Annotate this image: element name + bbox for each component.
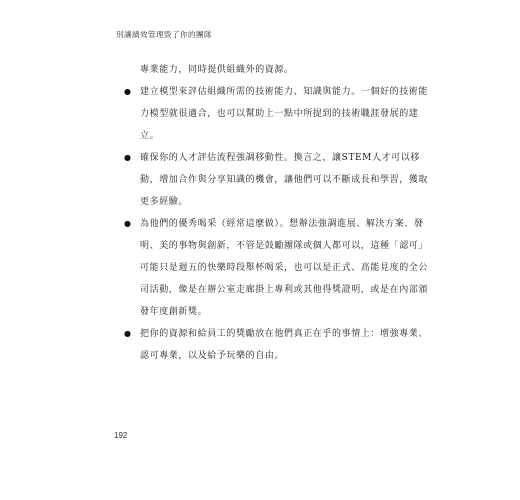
bullet-item bbox=[124, 213, 429, 323]
text-line: 更多經驗。 bbox=[140, 197, 189, 207]
text-line: 立。 bbox=[140, 131, 160, 141]
text-line: 認可專業，以及給予玩樂的自由。 bbox=[140, 351, 285, 361]
text-line: 發年度創新獎。 bbox=[140, 307, 208, 317]
bullet-icon: ● bbox=[124, 87, 132, 96]
text-line: 明、美的事物與創新，不管是鼓勵團隊或個人都可以，這種「認可」 bbox=[140, 241, 429, 251]
text-line: 確保你的人才評估流程強調移動性。換言之，讓STEM人才可以移 bbox=[140, 153, 420, 163]
text-line: 把你的資源和給員工的獎勵放在他們真正在乎的事情上：增強專業、 bbox=[140, 329, 429, 339]
bullet-text bbox=[140, 81, 428, 147]
bullet-item bbox=[124, 147, 429, 213]
bullet-text bbox=[140, 147, 428, 213]
bullet-text bbox=[140, 323, 428, 367]
text-line: 司活動，像是在辦公室走廊掛上專利或其他得獎證明，或是在內部頒 bbox=[140, 285, 429, 295]
bullet-item bbox=[124, 323, 429, 367]
bullet-text bbox=[140, 213, 428, 323]
bullet-icon: ● bbox=[124, 329, 132, 338]
continuation-paragraph: 專業能力，同時提供組織外的資源。 bbox=[140, 65, 294, 75]
text-line: 為他們的優秀喝采（經常這麼做）。想辦法強調進展、解決方案、發 bbox=[140, 219, 424, 229]
text-line: 可能只是週五的快樂時段舉杯喝采，也可以是正式、高能見度的全公 bbox=[140, 263, 429, 273]
text-line: 動，增加合作與分享知識的機會，讓他們可以不斷成長和學習，獲取 bbox=[140, 175, 429, 185]
body-text bbox=[124, 59, 429, 367]
bullet-icon: ● bbox=[124, 219, 132, 228]
page-number: 192 bbox=[114, 431, 128, 440]
bullet-item bbox=[124, 81, 429, 147]
text-line: 建立模型來評估組織所需的技術能力、知識與能力。一個好的技術能 bbox=[140, 87, 429, 97]
bullet-icon: ● bbox=[124, 153, 132, 162]
running-header: 別讓績效管理毀了你的團隊 bbox=[116, 30, 212, 39]
text-line: 力模型就很適合，也可以幫助上一點中所提到的技術職涯發展的建 bbox=[140, 109, 419, 119]
